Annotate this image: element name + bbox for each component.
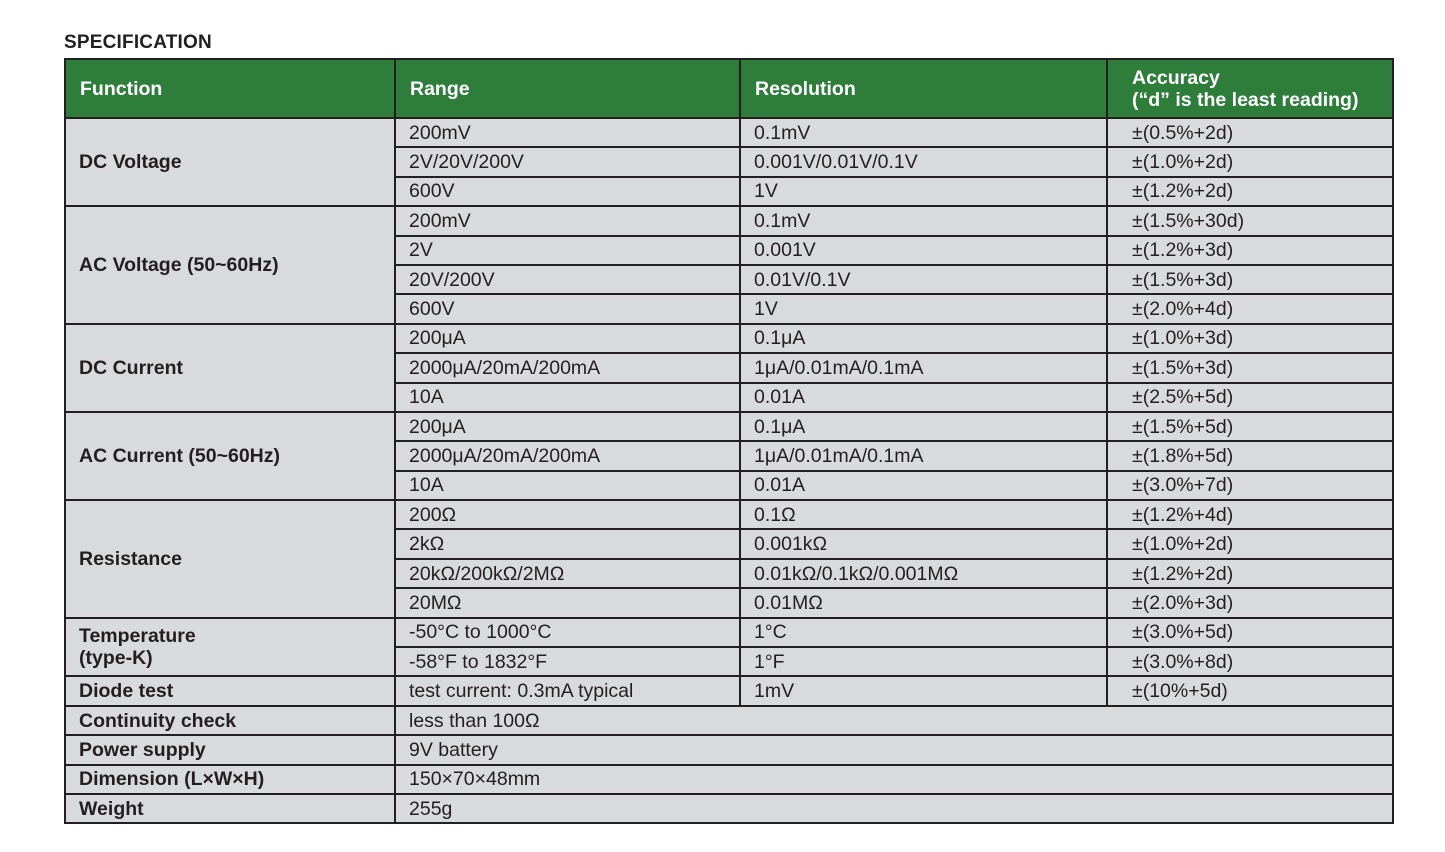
range-cell: 200Ω — [395, 500, 740, 529]
table-row — [65, 500, 1393, 529]
table-row — [65, 765, 1393, 794]
resolution-cell: 0.01MΩ — [740, 588, 1107, 617]
function-ac-current: AC Current (50~60Hz) — [65, 412, 395, 500]
accuracy-cell: ±(1.5%+30d) — [1107, 206, 1393, 235]
range-cell: 2V/20V/200V — [395, 147, 740, 176]
resolution-cell: 1V — [740, 177, 1107, 206]
resolution-cell: 0.1μA — [740, 412, 1107, 441]
accuracy-cell: ±(1.0%+3d) — [1107, 324, 1393, 353]
dimension-value: 150×70×48mm — [395, 765, 1393, 794]
range-cell: 20V/200V — [395, 265, 740, 294]
function-dc-voltage: DC Voltage — [65, 118, 395, 206]
header-resolution: Resolution — [740, 59, 1107, 118]
header-range: Range — [395, 59, 740, 118]
page-title: SPECIFICATION — [64, 32, 212, 53]
function-ac-voltage: AC Voltage (50~60Hz) — [65, 206, 395, 324]
resolution-cell: 0.001kΩ — [740, 529, 1107, 558]
accuracy-cell: ±(2.5%+5d) — [1107, 383, 1393, 412]
header-accuracy-title: Accuracy — [1132, 66, 1220, 89]
table-row — [65, 676, 1393, 705]
power-supply-value: 9V battery — [395, 735, 1393, 764]
function-temperature — [65, 618, 395, 677]
accuracy-cell: ±(10%+5d) — [1107, 676, 1393, 705]
range-cell: 600V — [395, 177, 740, 206]
function-power-supply: Power supply — [65, 735, 395, 764]
accuracy-cell: ±(3.0%+8d) — [1107, 647, 1393, 676]
accuracy-cell: ±(1.5%+5d) — [1107, 412, 1393, 441]
range-cell: 20kΩ/200kΩ/2MΩ — [395, 559, 740, 588]
function-dc-current: DC Current — [65, 324, 395, 412]
function-weight: Weight — [65, 794, 395, 823]
accuracy-cell: ±(1.2%+2d) — [1107, 559, 1393, 588]
table-row — [65, 412, 1393, 441]
accuracy-cell: ±(1.5%+3d) — [1107, 265, 1393, 294]
accuracy-cell: ±(1.2%+2d) — [1107, 177, 1393, 206]
temperature-type-label: (type-K) — [79, 647, 153, 670]
specification-table — [64, 58, 1394, 824]
header-accuracy — [1107, 59, 1393, 118]
resolution-cell: 1μA/0.01mA/0.1mA — [740, 353, 1107, 382]
accuracy-cell: ±(1.0%+2d) — [1107, 147, 1393, 176]
resolution-cell: 1μA/0.01mA/0.1mA — [740, 441, 1107, 470]
resolution-cell: 0.1μA — [740, 324, 1107, 353]
table-row — [65, 735, 1393, 764]
table-row — [65, 794, 1393, 823]
accuracy-cell: ±(2.0%+3d) — [1107, 588, 1393, 617]
range-cell: test current: 0.3mA typical — [395, 676, 740, 705]
accuracy-cell: ±(3.0%+7d) — [1107, 471, 1393, 500]
resolution-cell: 1°C — [740, 618, 1107, 647]
table-row — [65, 618, 1393, 647]
table-row — [65, 206, 1393, 235]
accuracy-cell: ±(1.8%+5d) — [1107, 441, 1393, 470]
accuracy-cell: ±(2.0%+4d) — [1107, 294, 1393, 323]
function-resistance: Resistance — [65, 500, 395, 618]
range-cell: 2000μA/20mA/200mA — [395, 353, 740, 382]
header-function: Function — [65, 59, 395, 118]
function-diode-test: Diode test — [65, 676, 395, 705]
range-cell: 10A — [395, 383, 740, 412]
range-cell: -50°C to 1000°C — [395, 618, 740, 647]
function-dimension: Dimension (L×W×H) — [65, 765, 395, 794]
header-row — [65, 59, 1393, 118]
accuracy-cell: ±(1.2%+4d) — [1107, 500, 1393, 529]
range-cell: 20MΩ — [395, 588, 740, 617]
continuity-value: less than 100Ω — [395, 706, 1393, 735]
resolution-cell: 0.1mV — [740, 118, 1107, 147]
accuracy-cell: ±(1.2%+3d) — [1107, 236, 1393, 265]
table-row — [65, 118, 1393, 147]
resolution-cell: 0.01V/0.1V — [740, 265, 1107, 294]
accuracy-cell: ±(1.5%+3d) — [1107, 353, 1393, 382]
range-cell: 2V — [395, 236, 740, 265]
resolution-cell: 0.1mV — [740, 206, 1107, 235]
resolution-cell: 0.01A — [740, 471, 1107, 500]
accuracy-cell: ±(1.0%+2d) — [1107, 529, 1393, 558]
range-cell: 200μA — [395, 324, 740, 353]
range-cell: 2kΩ — [395, 529, 740, 558]
resolution-cell: 0.01A — [740, 383, 1107, 412]
table-row — [65, 324, 1393, 353]
resolution-cell: 0.001V — [740, 236, 1107, 265]
resolution-cell: 1V — [740, 294, 1107, 323]
range-cell: 10A — [395, 471, 740, 500]
temperature-label: Temperature — [79, 625, 196, 648]
range-cell: 2000μA/20mA/200mA — [395, 441, 740, 470]
accuracy-cell: ±(3.0%+5d) — [1107, 618, 1393, 647]
range-cell: -58°F to 1832°F — [395, 647, 740, 676]
function-continuity-check: Continuity check — [65, 706, 395, 735]
range-cell: 200mV — [395, 206, 740, 235]
resolution-cell: 0.01kΩ/0.1kΩ/0.001MΩ — [740, 559, 1107, 588]
range-cell: 200μA — [395, 412, 740, 441]
resolution-cell: 0.001V/0.01V/0.1V — [740, 147, 1107, 176]
header-accuracy-note: (“d” is the least reading) — [1132, 88, 1359, 111]
accuracy-cell: ±(0.5%+2d) — [1107, 118, 1393, 147]
resolution-cell: 0.1Ω — [740, 500, 1107, 529]
range-cell: 200mV — [395, 118, 740, 147]
range-cell: 600V — [395, 294, 740, 323]
table-row — [65, 706, 1393, 735]
resolution-cell: 1mV — [740, 676, 1107, 705]
weight-value: 255g — [395, 794, 1393, 823]
resolution-cell: 1°F — [740, 647, 1107, 676]
